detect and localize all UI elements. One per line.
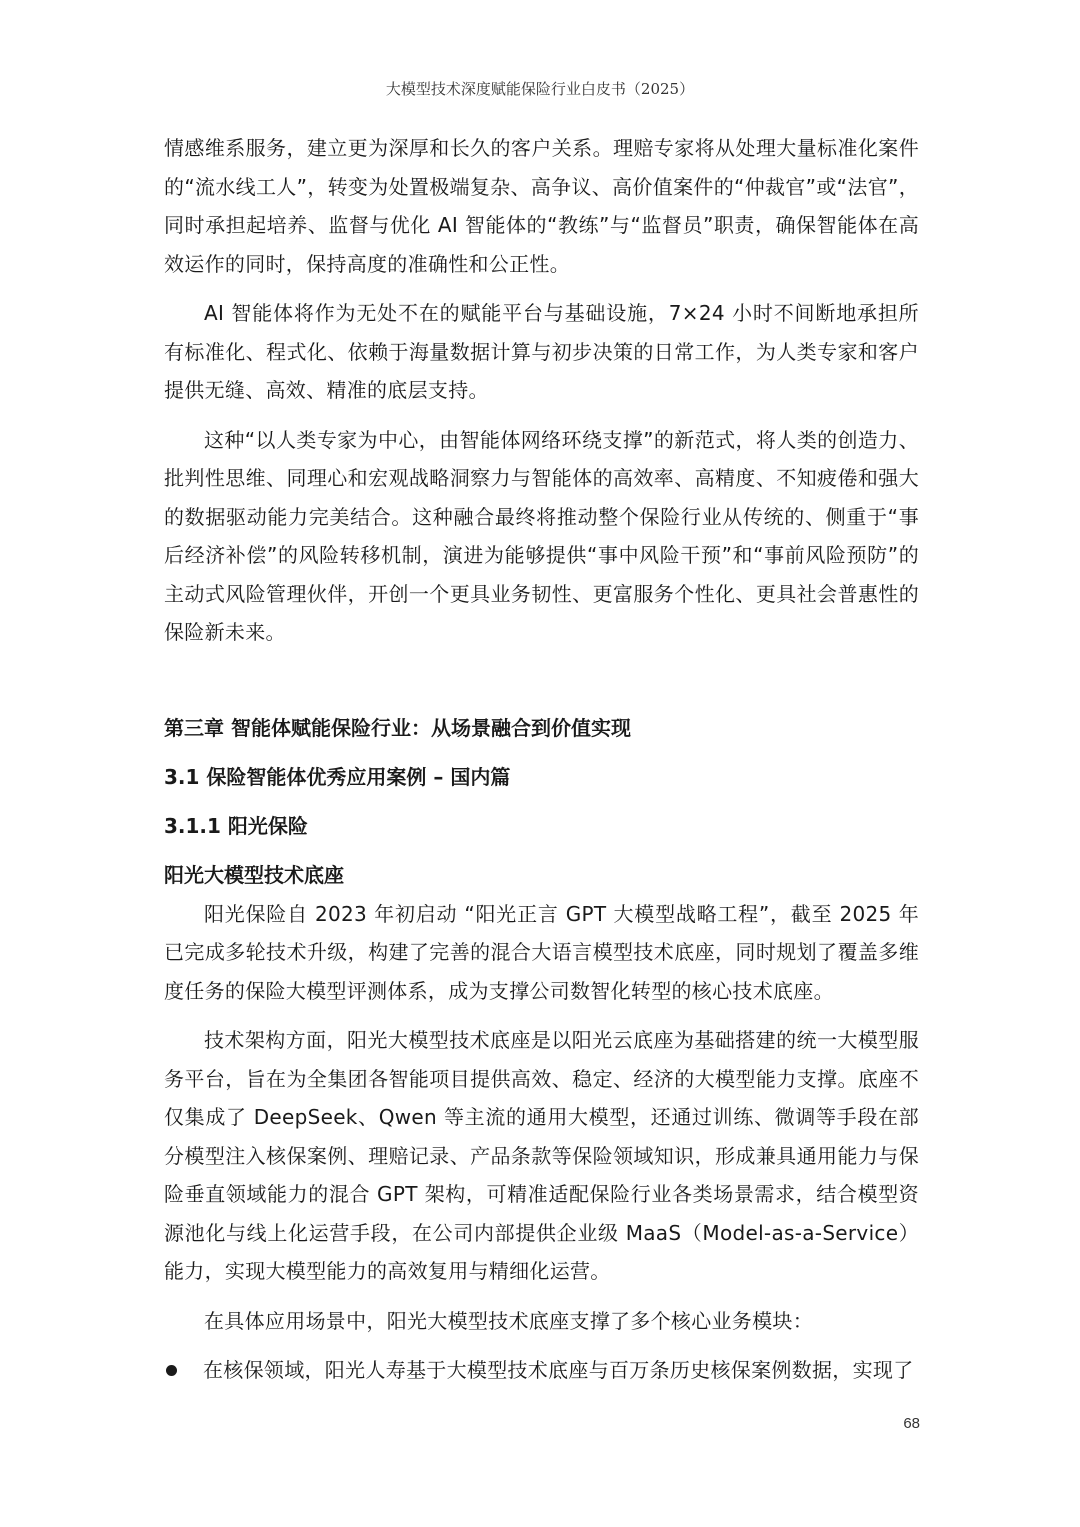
list-item xyxy=(164,1351,919,1390)
chapter-heading: 第三章 智能体赋能保险行业：从场景融合到价值实现 xyxy=(164,715,631,740)
running-header: 大模型技术深度赋能保险行业白皮书（2025） xyxy=(385,80,695,98)
paragraph-new-paradigm: 这种“以人类专家为中心，由智能体网络环绕支撑”的新范式，将人类的创造力、批判性思维、同理心和宏观战略洞察力与智能体的高效率、高精度、不知疲倦和强大的数据驱动能力完美结合。这种融合最终将推动整个保险行业从传统的、侧重于“事后经济补偿”的风险转移机制，演进为能够提供“事中风险干预”和“事前风险预防”的主动式风险管理伙伴，开创一个更具业务韧性、更富服务个性化、更具社会普惠性的保险新未来。 xyxy=(164,427,919,644)
page-body xyxy=(164,129,919,1390)
bullet-text-underwriting: 在核保领域，阳光人寿基于大模型技术底座与百万条历史核保案例数据，实现了 xyxy=(203,1358,914,1382)
paragraph-experts-roles: 情感维系服务，建立更为深厚和长久的客户关系。理赔专家将从处理大量标准化案件的“流水线工人”，转变为处置极端复杂、高争议、高价值案件的“仲裁官”或“法官”，同时承担起培养、监督与优化 AI 智能体的“教练”与“监督员”职责，确保智能体在高效运作的同时，保持高度的准确性和公正性。 xyxy=(164,136,919,276)
subsection-heading: 3.1.1 阳光保险 xyxy=(164,813,308,838)
paragraph-ai-agents-platform: AI 智能体将作为无处不在的赋能平台与基础设施，7×24 小时不间断地承担所有标准化、程式化、依赖于海量数据计算与初步决策的日常工作，为人类专家和客户提供无缝、高效、精准的底层支持。 xyxy=(164,301,919,402)
paragraph-application-scenarios: 在具体应用场景中，阳光大模型技术底座支撑了多个核心业务模块： xyxy=(204,1308,813,1333)
paragraph-technical-architecture: 技术架构方面，阳光大模型技术底座是以阳光云底座为基础搭建的统一大模型服务平台，旨在为全集团各智能项目提供高效、稳定、经济的大模型能力支撑。底座不仅集成了 DeepSeek、Qwen 等主流的通用大模型，还通过训练、微调等手段在部分模型注入核保案例、理赔记录、产品条款等保险领域知识，形成兼具通用能力与保险垂直领域能力的混合 GPT 架构，可精准适配保险行业各类场景需求，结合模型资源池化与线上化运营手段，在公司内部提供企业级 MaaS（Model-as-a-Service）能力，实现大模型能力的高效复用与精细化运营。 xyxy=(164,1028,919,1283)
page-number: 68 xyxy=(903,1415,920,1432)
bullet-icon xyxy=(166,1365,177,1376)
block-heading: 阳光大模型技术底座 xyxy=(164,862,344,887)
paragraph-sunshine-gpt-project: 阳光保险自 2023 年初启动 “阳光正言 GPT 大模型战略工程”，截至 2025 年已完成多轮技术升级，构建了完善的混合大语言模型技术底座，同时规划了覆盖多维度任务的保险大模型评测体系，成为支撑公司数智化转型的核心技术底座。 xyxy=(164,901,919,1003)
section-heading: 3.1 保险智能体优秀应用案例 – 国内篇 xyxy=(164,764,511,789)
